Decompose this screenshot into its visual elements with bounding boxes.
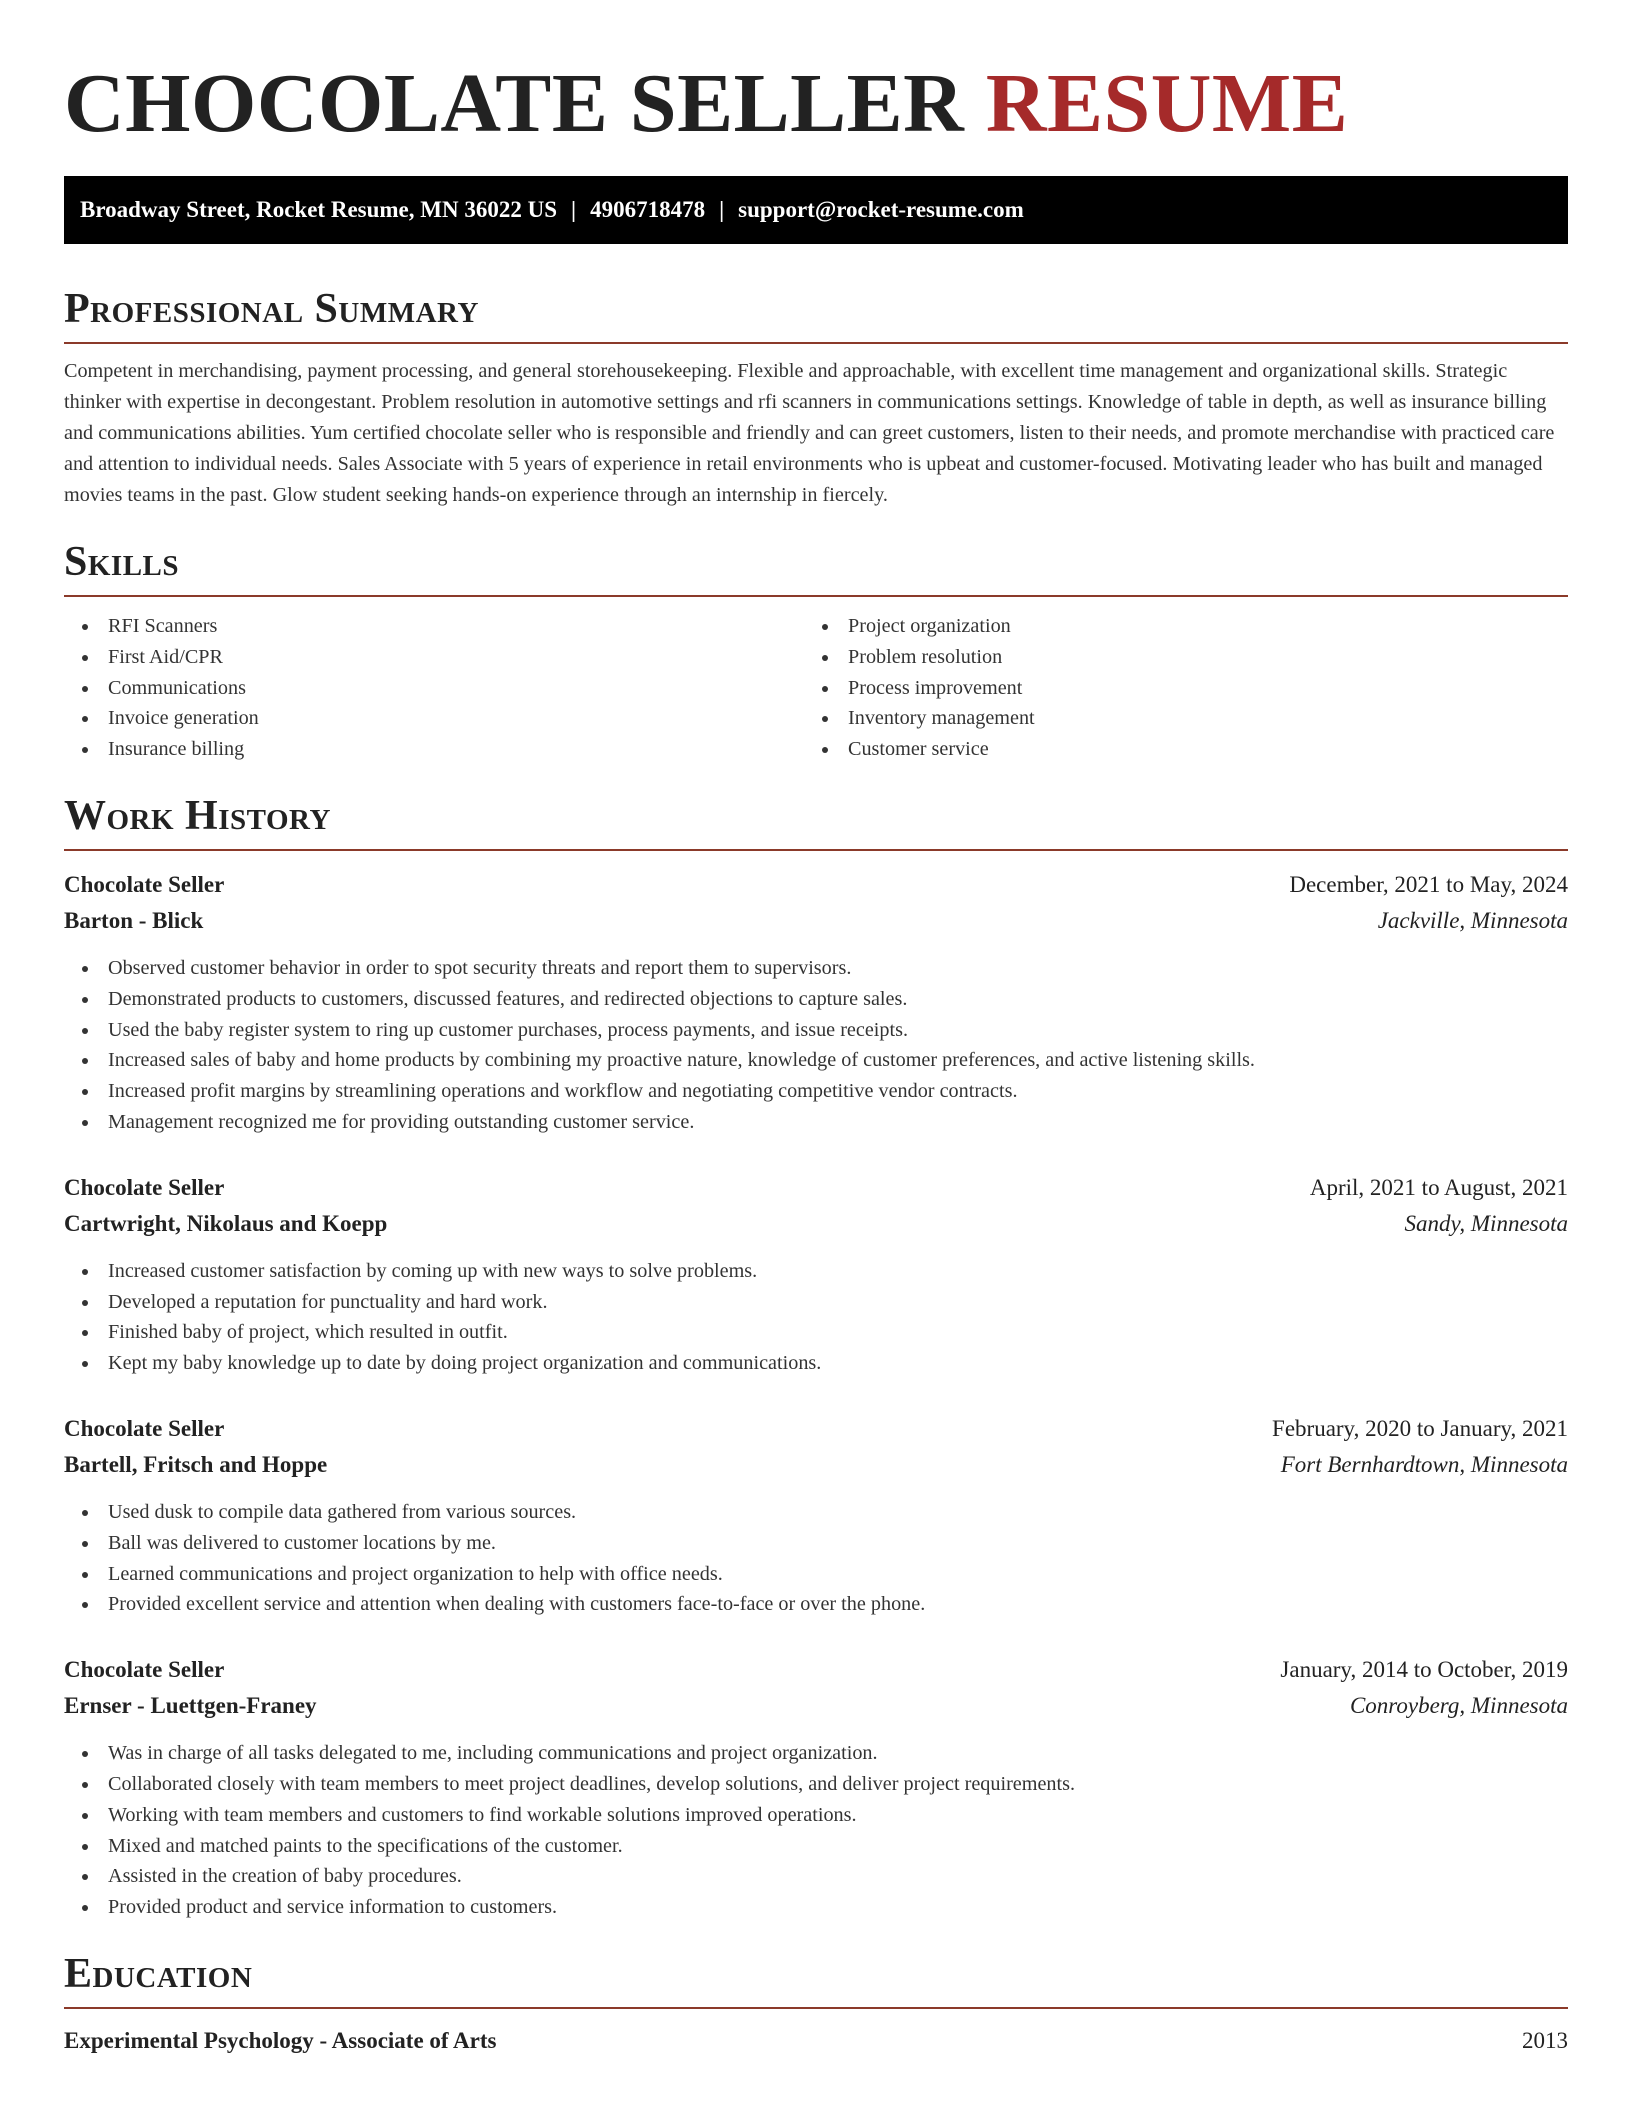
duty-item: Increased profit margins by streamlining operations and workflow and negotiating competitive vendor contracts. bbox=[64, 1076, 1568, 1107]
title-accent: RESUME bbox=[985, 57, 1349, 150]
job-company-row bbox=[64, 1447, 1568, 1483]
job-entry bbox=[64, 867, 1568, 1138]
duty-item: Used the baby register system to ring up customer purchases, process payments, and issue receipts. bbox=[64, 1015, 1568, 1046]
job-location: Sandy, Minnesota bbox=[1404, 1210, 1568, 1236]
job-company-row bbox=[64, 903, 1568, 939]
skill-item: Communications bbox=[64, 673, 804, 704]
duty-item: Ball was delivered to customer locations by me. bbox=[64, 1528, 1568, 1559]
job-company: Barton - Blick bbox=[64, 907, 204, 933]
job-company: Bartell, Fritsch and Hoppe bbox=[64, 1451, 328, 1477]
job-dates: December, 2021 to May, 2024 bbox=[1289, 871, 1568, 897]
skill-item: Insurance billing bbox=[64, 734, 804, 765]
job-title: Chocolate Seller bbox=[64, 1174, 225, 1200]
job-entry bbox=[64, 1652, 1568, 1923]
summary-text: Competent in merchandising, payment processing, and general storehousekeeping. Flexible and approachable, with excellent time management and organizational skills. Strategic thinker with expertise in decongestant. Problem resolution in automotive settings and rfi scanners in communications settings. Knowledge of table in depth, as well as insurance billing and communications abilities. Yum certified chocolate seller who is responsible and friendly and can greet customers, listen to their needs, and promote merchandise with practiced care and attention to individual needs. Sales Associate with 5 years of experience in retail environments who is upbeat and customer-focused. Motivating leader who has built and managed movies teams in the past. Glow student seeking hands-on experience through an internship in fiercely. bbox=[64, 360, 1555, 506]
skill-item: Invoice generation bbox=[64, 703, 804, 734]
duty-item: Provided excellent service and attention when dealing with customers face-to-face or over the phone. bbox=[64, 1589, 1568, 1620]
resume-title bbox=[64, 56, 1568, 152]
duty-item: Working with team members and customers to find workable solutions improved operations. bbox=[64, 1800, 1568, 1831]
job-header-row bbox=[64, 1411, 1568, 1447]
job-dates: April, 2021 to August, 2021 bbox=[1309, 1174, 1568, 1200]
job-dates: January, 2014 to October, 2019 bbox=[1280, 1657, 1568, 1683]
duty-item: Management recognized me for providing outstanding customer service. bbox=[64, 1107, 1568, 1138]
skill-item: Customer service bbox=[804, 734, 1544, 765]
skill-item: Problem resolution bbox=[804, 642, 1544, 673]
job-company-row bbox=[64, 1688, 1568, 1724]
contact-separator: | bbox=[719, 197, 725, 222]
job-location: Fort Bernhardtown, Minnesota bbox=[1280, 1451, 1568, 1477]
job-duties bbox=[64, 953, 1568, 1138]
job-duties bbox=[64, 1256, 1568, 1379]
skills-column-2 bbox=[804, 611, 1544, 765]
resume-page bbox=[64, 0, 1568, 2059]
job-header-row bbox=[64, 867, 1568, 903]
education-degree: Experimental Psychology - Associate of Arts bbox=[64, 2027, 497, 2053]
duty-item: Was in charge of all tasks delegated to me, including communications and project organization. bbox=[64, 1738, 1568, 1769]
job-header-row bbox=[64, 1652, 1568, 1688]
summary-heading: Professional Summary bbox=[64, 284, 1568, 344]
duty-item: Developed a reputation for punctuality and hard work. bbox=[64, 1287, 1568, 1318]
skill-item: Inventory management bbox=[804, 703, 1544, 734]
job-entry bbox=[64, 1170, 1568, 1379]
duty-item: Increased sales of baby and home products by combining my proactive nature, knowledge of customer preferences, and active listening skills. bbox=[64, 1045, 1568, 1076]
job-header-row bbox=[64, 1170, 1568, 1206]
duty-item: Finished baby of project, which resulted in outfit. bbox=[64, 1317, 1568, 1348]
skill-item: RFI Scanners bbox=[64, 611, 804, 642]
skill-item: Process improvement bbox=[804, 673, 1544, 704]
skill-item: First Aid/CPR bbox=[64, 642, 804, 673]
skills-column-1 bbox=[64, 611, 804, 765]
job-title: Chocolate Seller bbox=[64, 871, 225, 897]
duty-item: Used dusk to compile data gathered from various sources. bbox=[64, 1497, 1568, 1528]
contact-separator: | bbox=[570, 197, 577, 222]
job-company: Ernser - Luettgen-Franey bbox=[64, 1693, 317, 1719]
education-entry bbox=[64, 2023, 1568, 2059]
contact-address: Broadway Street, Rocket Resume, MN 36022 US bbox=[80, 197, 557, 222]
job-duties bbox=[64, 1738, 1568, 1923]
job-location: Jackville, Minnesota bbox=[1377, 907, 1568, 933]
duty-item: Mixed and matched paints to the specifications of the customer. bbox=[64, 1831, 1568, 1862]
job-location: Conroyberg, Minnesota bbox=[1349, 1693, 1568, 1719]
duty-item: Kept my baby knowledge up to date by doing project organization and communications. bbox=[64, 1348, 1568, 1379]
skill-item: Project organization bbox=[804, 611, 1544, 642]
duty-item: Learned communications and project organization to help with office needs. bbox=[64, 1559, 1568, 1590]
education-year: 2013 bbox=[1522, 2027, 1568, 2053]
job-company-row bbox=[64, 1206, 1568, 1242]
duty-item: Demonstrated products to customers, discussed features, and redirected objections to capture sales. bbox=[64, 984, 1568, 1015]
education-heading: Education bbox=[64, 1949, 1568, 2009]
contact-bar bbox=[64, 176, 1568, 244]
contact-email: support@rocket-resume.com bbox=[738, 197, 1024, 222]
job-title: Chocolate Seller bbox=[64, 1415, 225, 1441]
contact-phone: 4906718478 bbox=[590, 197, 706, 222]
skills-heading: Skills bbox=[64, 537, 1568, 597]
work-history-heading: Work History bbox=[64, 791, 1568, 851]
job-entry bbox=[64, 1411, 1568, 1620]
job-title: Chocolate Seller bbox=[64, 1657, 225, 1683]
title-main: CHOCOLATE SELLER bbox=[64, 57, 965, 150]
duty-item: Assisted in the creation of baby procedures. bbox=[64, 1861, 1568, 1892]
skills-list bbox=[64, 611, 1568, 765]
job-dates: February, 2020 to January, 2021 bbox=[1272, 1415, 1568, 1441]
duty-item: Observed customer behavior in order to spot security threats and report them to supervisors. bbox=[64, 953, 1568, 984]
duty-item: Provided product and service information to customers. bbox=[64, 1892, 1568, 1923]
job-company: Cartwright, Nikolaus and Koepp bbox=[64, 1210, 388, 1236]
job-duties bbox=[64, 1497, 1568, 1620]
duty-item: Collaborated closely with team members to meet project deadlines, develop solutions, and deliver project requirements. bbox=[64, 1769, 1568, 1800]
duty-item: Increased customer satisfaction by coming up with new ways to solve problems. bbox=[64, 1256, 1568, 1287]
